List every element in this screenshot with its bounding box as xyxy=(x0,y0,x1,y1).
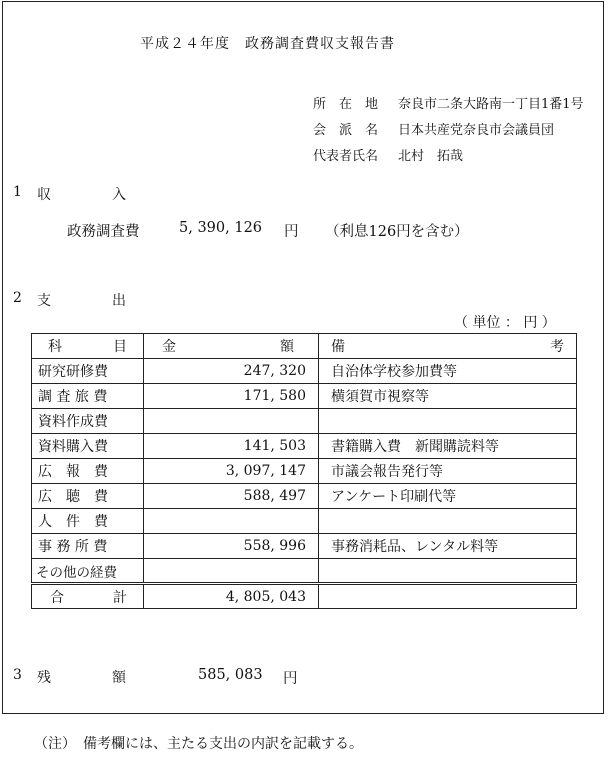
total-amount: 4, 805, 043 xyxy=(144,584,319,609)
income-amount: 5, 390, 126 xyxy=(179,220,263,236)
row-item: 人 件 費 xyxy=(32,509,144,534)
expenditure-table xyxy=(31,333,577,609)
row-item: 調 査 旅 費 xyxy=(32,384,144,409)
expenditure-number: 2 xyxy=(13,290,22,306)
row-remarks: 横須賀市視察等 xyxy=(319,384,577,409)
table-row xyxy=(32,384,577,409)
balance-amount: 585, 083 xyxy=(198,667,263,683)
group-label: 会 派 名 xyxy=(313,123,379,138)
income-heading-a: 収 xyxy=(37,187,51,203)
table-row xyxy=(32,484,577,509)
total-label-a: 合 xyxy=(50,589,64,606)
row-remarks xyxy=(319,559,577,584)
row-remarks: 事務消耗品、レンタル料等 xyxy=(319,534,577,559)
row-item: 広 聴 費 xyxy=(32,484,144,509)
balance-heading-a: 残 xyxy=(37,670,51,686)
row-item: その他の経費 xyxy=(32,559,144,584)
total-label-b: 計 xyxy=(113,589,127,606)
balance-heading-b: 額 xyxy=(112,670,126,686)
row-amount: 588, 497 xyxy=(144,484,319,509)
row-amount xyxy=(144,559,319,584)
group-value: 日本共産党奈良市会議員団 xyxy=(398,123,555,138)
row-item: 資料作成費 xyxy=(32,409,144,434)
header-amount xyxy=(144,334,319,359)
income-note: （利息126円を含む） xyxy=(325,224,469,240)
header-item-a: 科 xyxy=(48,339,62,355)
address-label: 所 在 地 xyxy=(313,97,379,112)
row-remarks: 市議会報告発行等 xyxy=(319,459,577,484)
table-row xyxy=(32,534,577,559)
row-remarks xyxy=(319,409,577,434)
unit-note: （ 単位 ： 円 ） xyxy=(454,315,556,331)
table-row xyxy=(32,434,577,459)
income-number: 1 xyxy=(13,184,22,200)
expenditure-heading-a: 支 xyxy=(37,293,51,309)
total-remarks xyxy=(319,584,577,609)
header-item xyxy=(32,334,144,359)
table-header-row xyxy=(32,334,577,359)
row-amount: 171, 580 xyxy=(144,384,319,409)
header-remarks xyxy=(319,334,577,359)
row-item: 資料購入費 xyxy=(32,434,144,459)
footnote: （注） 備考欄には、主たる支出の内訳を記載する。 xyxy=(34,736,363,752)
table-row xyxy=(32,509,577,534)
table-row xyxy=(32,459,577,484)
income-item: 政務調査費 xyxy=(67,224,140,240)
row-amount xyxy=(144,409,319,434)
row-amount: 247, 320 xyxy=(144,359,319,384)
income-unit: 円 xyxy=(284,224,299,240)
header-item-b: 目 xyxy=(113,339,127,355)
row-amount: 141, 503 xyxy=(144,434,319,459)
row-amount: 558, 996 xyxy=(144,534,319,559)
income-heading-b: 入 xyxy=(112,187,126,203)
header-amount-a: 金 xyxy=(162,339,176,355)
row-item: 研究研修費 xyxy=(32,359,144,384)
row-remarks: 書籍購入費 新聞購読料等 xyxy=(319,434,577,459)
balance-unit: 円 xyxy=(283,671,298,687)
header-amount-b: 額 xyxy=(280,339,294,355)
table-row xyxy=(32,409,577,434)
total-label xyxy=(32,584,144,609)
representative-label: 代表者氏名 xyxy=(313,149,379,164)
balance-number: 3 xyxy=(13,667,22,683)
row-amount xyxy=(144,509,319,534)
page-title: 平成２４年度 政務調査費収支報告書 xyxy=(140,36,395,52)
row-amount: 3, 097, 147 xyxy=(144,459,319,484)
row-remarks xyxy=(319,509,577,534)
row-remarks: 自治体学校参加費等 xyxy=(319,359,577,384)
representative-value: 北村 拓哉 xyxy=(398,149,464,164)
row-item: 広 報 費 xyxy=(32,459,144,484)
table-row xyxy=(32,559,577,584)
header-remarks-b: 考 xyxy=(550,339,564,355)
table-row xyxy=(32,359,577,384)
total-row xyxy=(32,584,577,609)
expenditure-heading-b: 出 xyxy=(112,293,126,309)
header-remarks-a: 備 xyxy=(331,339,345,355)
row-remarks: アンケート印刷代等 xyxy=(319,484,577,509)
row-item: 事 務 所 費 xyxy=(32,534,144,559)
address-value: 奈良市二条大路南一丁目1番1号 xyxy=(398,97,584,112)
